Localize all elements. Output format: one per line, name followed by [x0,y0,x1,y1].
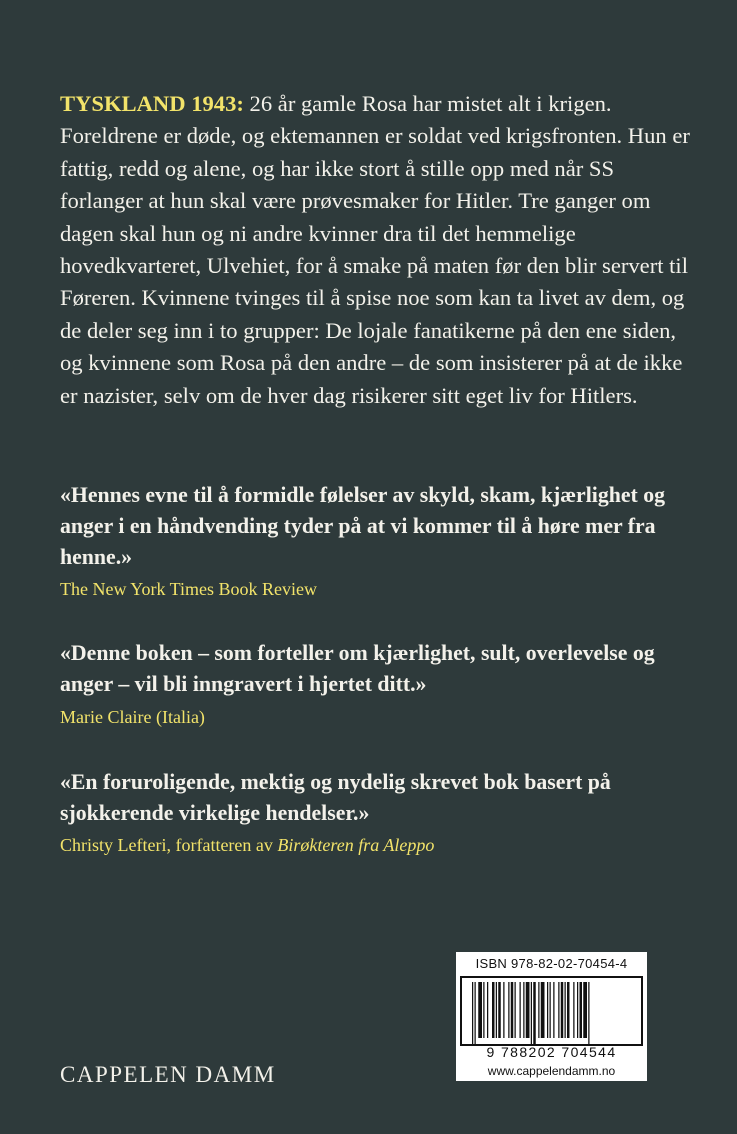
barcode-stripe [558,982,559,1038]
barcode-digits: 9 788202 704544 [486,1044,617,1060]
barcode-stripe [526,982,530,1038]
isbn-label: ISBN 978-82-02-70454-4 [475,956,628,971]
barcode-bars [472,982,635,1044]
barcode-stripe [567,982,570,1038]
barcode-stripe [483,982,484,1038]
barcode-stripe [547,982,548,1038]
barcode-panel [456,952,647,1081]
review-quote-2: «Denne boken – som forteller om kjærlighet, sult, overlevelse og anger – vil bli inngravert i hjertet ditt.» [60,641,655,696]
barcode-stripe [503,982,504,1038]
barcode-stripe [553,982,554,1038]
barcode-stripe [498,982,501,1038]
barcode-stripe [583,982,587,1038]
barcode-stripe [573,982,574,1038]
publisher-logo: CAPPELEN DAMM [60,1062,276,1087]
barcode-stripe [487,982,488,1038]
review-quote-3: «En foruroligende, mektig og nydelig skrevet bok basert på sjokkerende virkelige hendelser.» [60,770,611,825]
review-source-3-author: Christy Lefteri, forfatteren av [60,835,278,855]
barcode-stripe [496,982,497,1038]
barcode-stripe [538,982,539,1038]
barcode-stripe [472,982,473,1044]
publisher-website: www.cappelendamm.no [487,1064,616,1078]
barcode-stripe [565,982,566,1038]
book-blurb [60,88,690,412]
barcode-stripe [508,982,509,1038]
barcode-stripe [511,982,514,1038]
review-source-1: The New York Times Book Review [60,579,318,599]
barcode-stripe [533,982,536,1044]
barcode-stripe [580,982,583,1038]
barcode-stripe [541,982,545,1038]
barcode-stripe [523,982,524,1038]
barcode-stripe [515,982,516,1038]
review-source-3-title: Birøkteren fra Aleppo [277,835,435,855]
barcode-stripe [550,982,551,1038]
barcode-stripe [588,982,589,1044]
barcode-stripe [475,982,476,1044]
review-quote-1: «Hennes evne til å formidle følelser av skyld, skam, kjærlighet og anger i en håndvending tyder på at vi kommer til å høre mer fra henne.» [60,483,666,569]
barcode-stripe [561,982,564,1038]
review-source-3 [60,833,700,857]
barcode-stripe [577,982,578,1038]
barcode-stripe [520,982,521,1038]
blurb-lead: TYSKLAND 1943: [60,91,244,116]
barcode-stripe [492,982,495,1038]
barcode-stripe [531,982,532,1044]
barcode-icon [460,976,643,1046]
barcode-stripe [478,982,482,1038]
blurb-text: 26 år gamle Rosa har mistet alt i krigen. Foreldrene er døde, og ektemannen er soldat ved krigsfronten. Hun er fattig, redd og alene, og har ikke stort å stille opp med når SS forlanger at hun skal være prøvesmaker for Hitler. Tre ganger om dagen skal hun og ni andre kvinner dra til det hemmelige hovedkvarteret, Ulvehiet, for å smake på maten før den blir servert til Føreren. Kvinnene tvinges til å spise noe som kan ta livet av dem, og de deler seg inn i to grupper: De lojale fanatikerne på den ene siden, og kvinnene som Rosa på den andre – de som insisterer på at de ikke er nazister, selv om de hver dag risikerer sitt eget liv for Hitlers. [60,91,690,408]
review-source-2: Marie Claire (Italia) [60,707,205,727]
